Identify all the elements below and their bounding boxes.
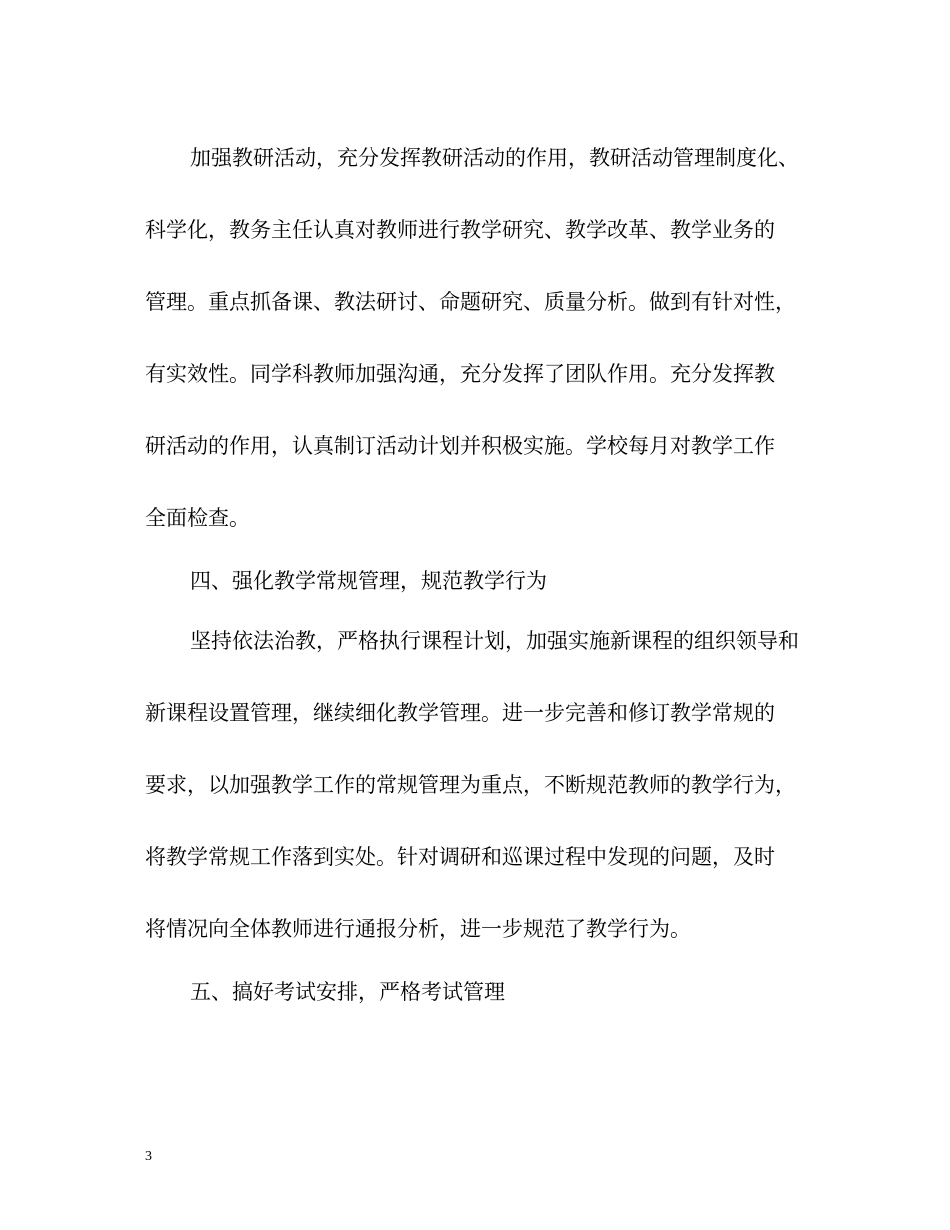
paragraph-line: 科学化，教务主任认真对教师进行教学研究、教学改革、教学业务的 [145, 218, 775, 242]
paragraph-line: 管理。重点抓备课、教法研讨、命题研究、质量分析。做到有针对性， [145, 290, 796, 314]
paragraph-line: 新课程设置管理，继续细化教学管理。进一步完善和修订教学常规的 [145, 701, 775, 725]
section-heading: 四、强化教学常规管理，规范教学行为 [190, 569, 547, 593]
paragraph-line: 要求，以加强教学工作的常规管理为重点，不断规范教师的教学行为， [145, 773, 796, 797]
paragraph-line: 全面检查。 [145, 506, 250, 530]
page-number: 3 [145, 1149, 152, 1164]
paragraph-line: 将教学常规工作落到实处。针对调研和巡课过程中发现的问题，及时 [145, 845, 775, 869]
paragraph-line: 坚持依法治教，严格执行课程计划，加强实施新课程的组织领导和 [190, 629, 799, 653]
paragraph-line: 加强教研活动，充分发挥教研活动的作用，教研活动管理制度化、 [190, 146, 799, 170]
paragraph-line: 将情况向全体教师进行通报分析，进一步规范了教学行为。 [145, 917, 691, 941]
section-heading: 五、搞好考试安排，严格考试管理 [190, 980, 505, 1004]
paragraph-line: 研活动的作用，认真制订活动计划并积极实施。学校每月对教学工作 [145, 434, 775, 458]
paragraph-line: 有实效性。同学科教师加强沟通，充分发挥了团队作用。充分发挥教 [145, 362, 775, 386]
